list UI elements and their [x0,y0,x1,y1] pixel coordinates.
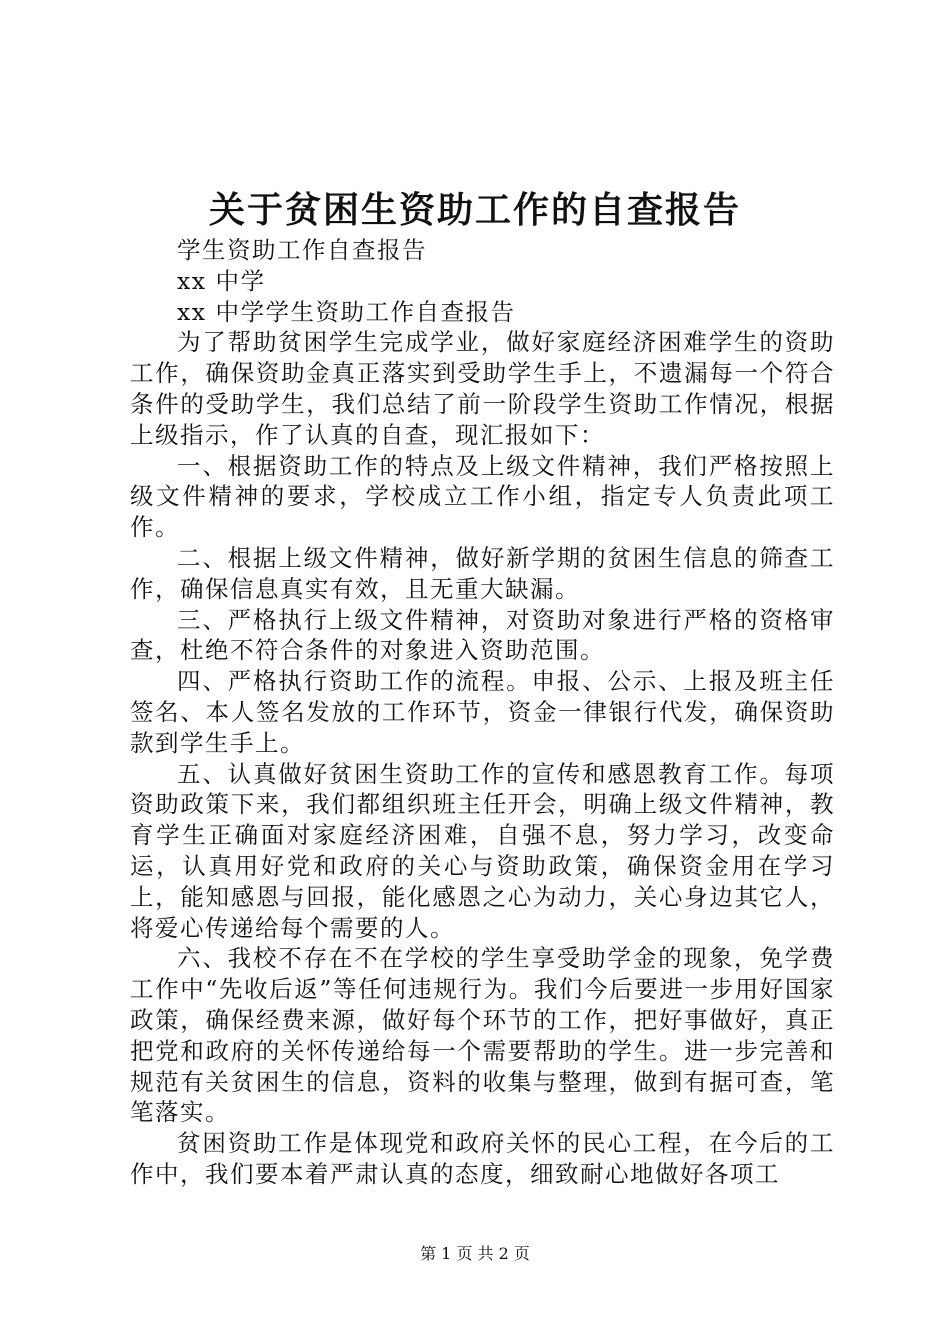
paragraph-school: xx 中学 [177,266,266,295]
paragraph-item-4: 四、严格执行资助工作的流程。申报、公示、上报及班主任签名、本人签名发放的工作环节，资金一律银行代发，确保资助款到学生手上。 [130,667,835,757]
paragraph-subtitle: 学生资助工作自查报告 [177,236,427,264]
paragraph-item-6: 六、我校不存在不在学校的学生享受助学金的现象，免学费工作中“先收后返”等任何违规行为。我们今后要进一步用好国家政策，确保经费来源，做好每个环节的工作，把好事做好，真正把党和政府的关怀传递给每一个需要帮助的学生。进一步完善和规范有关贫困生的信息，资料的收集与整理，做到有据可查，笔笔落实。 [130,944,835,1127]
paragraph-intro: 为了帮助贫困学生完成学业，做好家庭经济困难学生的资助工作，确保资助金真正落实到受助学生手上，不遗漏每一个符合条件的受助学生，我们总结了前一阶段学生资助工作情况，根据上级指示，作了认真的自查，现汇报如下： [130,328,835,449]
page-footer: 第 1 页 共 2 页 [420,1244,530,1263]
paragraph-report-name: xx 中学学生资助工作自查报告 [177,297,516,326]
paragraph-item-2: 二、根据上级文件精神，做好新学期的贫困生信息的筛查工作，确保信息真实有效，且无重大缺漏。 [130,543,835,603]
paragraph-item-1: 一、根据资助工作的特点及上级文件精神，我们严格按照上级文件精神的要求，学校成立工作小组，指定专人负责此项工作。 [130,451,835,542]
paragraph-conclusion: 贫困资助工作是体现党和政府关怀的民心工程，在今后的工作中，我们要本着严肃认真的态度，细致耐心地做好各项工 [130,1129,835,1188]
document-title: 关于贫困生资助工作的自查报告 [208,189,741,231]
paragraph-item-3: 三、严格执行上级文件精神，对资助对象进行严格的资格审查，杜绝不符合条件的对象进入资助范围。 [130,605,835,665]
document-body [130,235,835,1190]
paragraph-item-5: 五、认真做好贫困生资助工作的宣传和感恩教育工作。每项资助政策下来，我们都组织班主任开会，明确上级文件精神，教育学生正确面对家庭经济困难，自强不息，努力学习，改变命运，认真用好党和政府的关心与资助政策，确保资金用在学习上，能知感恩与回报，能化感恩之心为动力，关心身边其它人，将爱心传递给每个需要的人。 [130,759,835,942]
